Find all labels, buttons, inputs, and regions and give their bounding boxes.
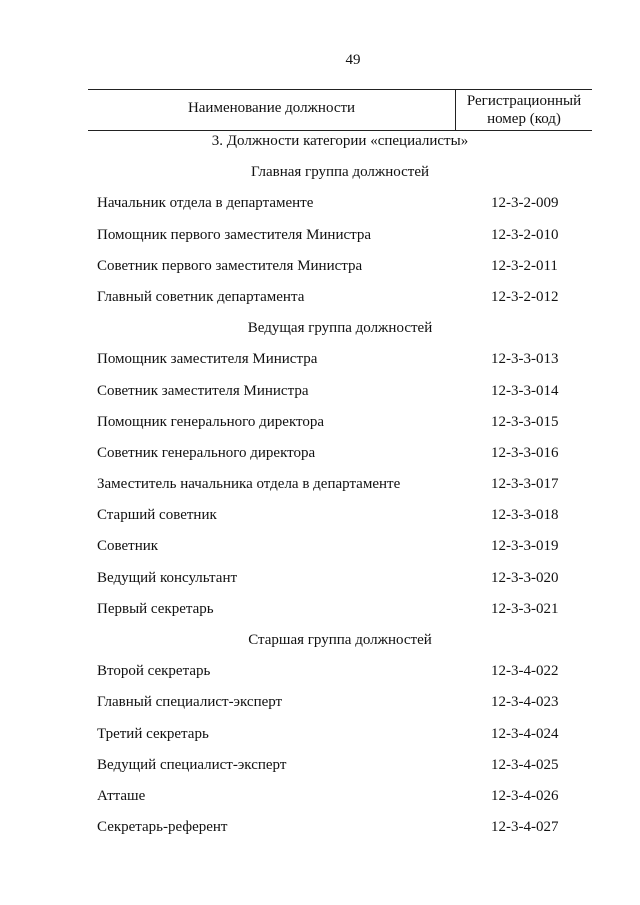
position-code: 12-3-4-026 [491, 787, 559, 804]
table-top-rule [88, 89, 592, 90]
position-name: Заместитель начальника отдела в департаменте [97, 476, 401, 493]
position-code: 12-3-4-025 [491, 756, 559, 773]
position-name: Советник первого заместителя Министра [97, 257, 363, 274]
position-code: 12-3-3-018 [491, 507, 559, 524]
group-heading-row [0, 157, 640, 188]
position-name: Помощник первого заместителя Министра [97, 226, 372, 243]
table-row [0, 220, 640, 251]
table-row [0, 344, 640, 375]
table-row [0, 750, 640, 781]
table-row [0, 594, 640, 625]
page-number: 49 [345, 52, 361, 68]
position-code: 12-3-2-012 [491, 288, 559, 305]
group-title: Главная группа должностей [250, 164, 430, 181]
table-row [0, 531, 640, 562]
position-name: Помощник генерального директора [97, 413, 325, 430]
position-name: Советник генерального директора [97, 444, 316, 461]
position-code: 12-3-3-014 [491, 382, 559, 399]
position-code: 12-3-2-010 [491, 226, 559, 243]
column-header-code-line1: Регистрационный [466, 93, 582, 109]
section-title: 3. Должности категории «специалисты» [211, 133, 469, 149]
position-name: Первый секретарь [97, 600, 214, 617]
position-code: 12-3-4-022 [491, 663, 559, 680]
table-row [0, 251, 640, 282]
table-row [0, 500, 640, 531]
table-row [0, 438, 640, 469]
column-header-name: Наименование должности [187, 100, 356, 116]
position-code: 12-3-3-015 [491, 413, 559, 430]
table-row [0, 188, 640, 219]
table-row [0, 469, 640, 500]
position-code: 12-3-3-019 [491, 538, 559, 555]
column-header-code-line2: номер (код) [487, 111, 561, 127]
table-row [0, 282, 640, 313]
table-row [0, 563, 640, 594]
group-heading-row [0, 313, 640, 344]
position-name: Главный специалист-эксперт [97, 694, 283, 711]
column-header-code [456, 92, 592, 128]
table-body [0, 126, 640, 843]
position-code: 12-3-4-024 [491, 725, 559, 742]
position-code: 12-3-3-017 [491, 476, 559, 493]
position-name: Начальник отдела в департаменте [97, 195, 314, 212]
position-code: 12-3-2-009 [491, 195, 559, 212]
table-row [0, 376, 640, 407]
position-code: 12-3-3-020 [491, 569, 559, 586]
table-row [0, 687, 640, 718]
table-row [0, 781, 640, 812]
position-code: 12-3-4-027 [491, 819, 559, 836]
group-title: Старшая группа должностей [248, 632, 432, 648]
position-code: 12-3-3-013 [491, 351, 559, 368]
position-name: Помощник заместителя Министра [97, 351, 318, 368]
table-row [0, 719, 640, 750]
table-row [0, 656, 640, 687]
group-title: Ведущая группа должностей [247, 320, 433, 337]
position-name: Секретарь-референт [97, 819, 228, 836]
position-name: Ведущий консультант [97, 569, 238, 586]
table-row [0, 407, 640, 438]
position-name: Третий секретарь [97, 725, 209, 742]
position-name: Старший советник [97, 507, 217, 524]
position-name: Атташе [97, 787, 146, 804]
position-code: 12-3-2-011 [491, 257, 558, 274]
table-row [0, 812, 640, 843]
position-name: Советник [97, 538, 159, 555]
position-name: Второй секретарь [97, 663, 211, 680]
position-name: Главный советник департамента [97, 288, 305, 305]
position-name: Ведущий специалист-эксперт [97, 756, 287, 773]
position-name: Советник заместителя Министра [97, 382, 309, 399]
group-heading-row [0, 625, 640, 656]
position-code: 12-3-3-016 [491, 444, 559, 461]
position-code: 12-3-3-021 [491, 600, 559, 617]
position-code: 12-3-4-023 [491, 694, 559, 711]
